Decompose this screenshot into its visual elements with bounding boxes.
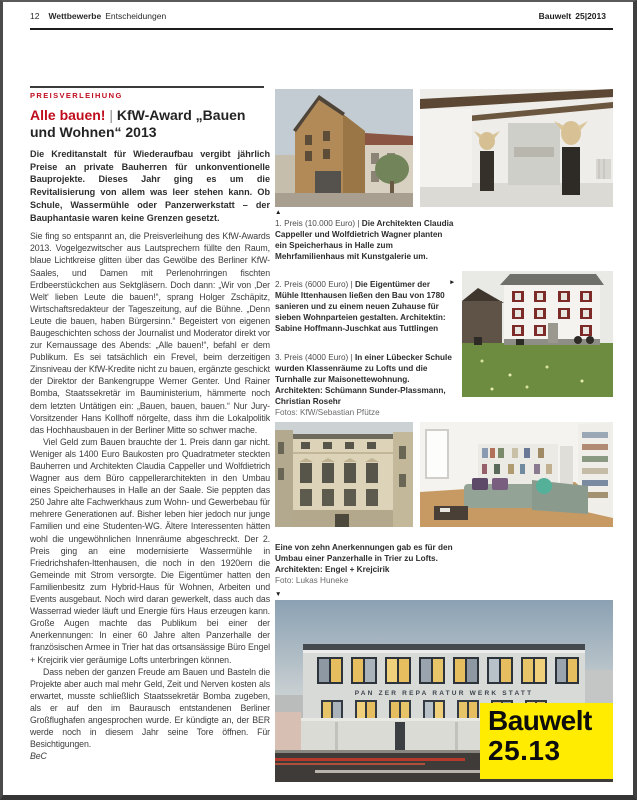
caption-1-prize: 1. Preis (10.000 Euro) <box>275 219 356 228</box>
caption-4-text: Eine von zehn Anerkennungen gab es für den Umbau einer Panzerhalle in Trier zu Lofts. Architekten: Engel + Krejcirik <box>275 543 453 574</box>
section-subtitle: Entscheidungen <box>105 11 167 21</box>
article-title-separator: | <box>105 107 117 123</box>
author-initials: BeC <box>30 751 47 762</box>
caption-3-photo-credit: Fotos: KfW/Sebastian Pfütze <box>275 408 380 417</box>
bauwelt-logo-issue: 25.13 <box>488 735 561 766</box>
header-rule <box>30 28 613 30</box>
caption-second-prize <box>275 279 455 334</box>
down-triangle-icon: ▼ <box>275 591 282 598</box>
caption-1-separator: | <box>355 219 362 228</box>
speicherhaus-illustration <box>275 89 413 207</box>
photo-loft-living-room <box>420 422 613 527</box>
caption-2-prize: 2. Preis (6000 Euro) <box>275 280 349 289</box>
caption-2-text: Die Eigentümer der Mühle Ittenhausen ließen den Bau von 1780 sanieren und zu einem neuen Zuhause für sieben Wohnparteien gestalten. Architektin: Sabine Hoffmann-Juschkat aus Tuttlingen <box>275 280 446 333</box>
section-title: Wettbewerbe <box>48 11 102 21</box>
page-number: 12 <box>30 11 40 21</box>
paragraph-2: Viel Geld zum Bauen brauchte der 1. Preis dann gar nicht. Weniger als 1400 Euro Baukosten pro Quadratmeter steckten Bauherren und Architekten Claudia Cappeller und Wolfdietrich Wagner aus dem Büro cappellerarchitekten in den Umbau eines Speicherhauses in Halle an der Saale. Sie peppten das 250 Jahre alte Fachwerkhaus zum Wohn- und Gewerbebau für mehrere Generationen auf. Bisher leben hier jedoch nur junge Familien und eine Studenten-WG. Ältere Interessenten hätten wohl die ungewöhnlichen Innenräume abgeschreckt. Der 2. Preis ging an eine modernisierte Wassermühle in Friedrichshafen-Ittenhausen, die noch in den 1920ern die Gemeinde mit Strom versorgte. Die Eigentümer hatten den Familienbesitz zum Hybrid-Haus für Wohnen, Arbeiten und Events ausgebaut. Noch wird daran gewerkelt, dass auch das Wasserrad wieder läuft und Energie fürs Haus erzeugen kann. Große Augen machte das Publikum bei einer der Anerkennungen: In einer 60 Jahre alten Panzerhalle der französischen Armee in Trier hat das ortsansässige Büro Engel + Krejcirik vier geräumige Lofts unterbringen können. <box>30 436 270 665</box>
bauwelt-logo <box>480 703 613 779</box>
header-left <box>30 11 166 21</box>
luebeck-school-illustration <box>275 422 413 527</box>
caption-1-text: Die Architekten Claudia Cappeller und Wolfdietrich Wagner planten ein Speicherhaus in Halle zum Mehrfamilienhaus mit Kunstgalerie um. <box>275 219 454 261</box>
article-title-rest: KfW-Award „Bauen und Wohnen“ 2013 <box>30 107 246 140</box>
photo-gallery-interior <box>420 89 613 207</box>
article-title-red: Alle bauen! <box>30 107 106 123</box>
magazine-name: Bauwelt <box>538 11 572 21</box>
article-body <box>30 230 270 762</box>
header-right <box>539 11 606 21</box>
gallery-illustration <box>420 89 613 207</box>
caption-2-separator: | <box>348 280 355 289</box>
caption-third-prize <box>275 352 455 432</box>
caption-first-prize <box>275 218 455 262</box>
photo-speicherhaus-exterior <box>275 89 413 207</box>
kicker-rule <box>30 86 264 88</box>
photo-muehle-ittenhausen <box>462 271 613 397</box>
caption-3-text: In einer Lübecker Schule wurden Klassenräume zu Lofts und die Turnhalle zur Maisonettewohnung. Architekten: Schümann Sunder-Plassmann, Christian Rosehr <box>275 353 452 406</box>
caption-anerkennung <box>275 542 455 600</box>
article-lead: Die Kreditanstalt für Wiederaufbau vergibt jährlich Preise an private Bauherren für unkonventionelle Bauprojekte. Dieses Jahr ging es um die Revitalisierung von allem was leer stehen kann. Ob Schule, Wassermühle oder Panzerwerkstatt – der Bauphantasie waren keine Grenzen gesetzt. <box>30 149 270 223</box>
panzerhalle-facade-lettering: PAN ZER REPA RATUR WERK STATT <box>354 690 534 697</box>
caption-3-prize: 3. Preis (4000 Euro) <box>275 353 349 362</box>
bauwelt-logo-name: Bauwelt <box>488 705 592 736</box>
caption-4-photo-credit: Foto: Lukas Huneke <box>275 576 349 585</box>
article-title <box>30 107 270 140</box>
paragraph-1: Sie fing so entspannt an, die Preisverleihung des KfW-Awards 2013. Vogelgezwitscher aus Lautsprechern füllte den Raum, blaue Lichtkreise glitten über das Gewölbe des Berliner KfW-Saales, und Damen mit Perlenohrringen fischten Erdbeerstückchen aus Sektgläsern. Doch dann: „Wir von ‚Der Welt‘ lieben Leute die bauen!“, sprang Holger Zschäpitz, Wirtschaftsredakteur der Tageszeitung, auf die Bühne. „Denn Leute die bauen, haben Bürgersinn.“ Begeistert von eigenen Baugeschichten schoss der Journalist und Moderator direkt vor zur Kernaussage des Abends: „Alle bauen!“, befahl er dem Publikum. Es sei tatsächlich ein Frevel, beim derzeitigen Zinsniveau der KfW-Kredite nicht zu bauen, ergänzte geschickt der Direktor der Bankengruppe Werner Genter. Und Rainer Bomba, Staatssekretär im Bauministerium, hämmerte noch dem letzten Untätigen ein: „Bauen, bauen, bauen.“ Nur Jury-Vorsitzender Hans Kollhoff nörgelte, dass ihm die Lokalpolitik das Hochhausbauen in der Berliner Mitte so schwer mache. <box>30 231 270 435</box>
paragraph-3: Dass neben der ganzen Freude am Bauen und Basteln die Projekte aber auch mal mehr Geld, Zeit und Nerven kosten als erwartet, musste schließlich Staatssekretär Bomba zugeben, als er auf den im Baurausch entstandenen Berliner Großflughafen angesprochen wurde. Er kündigte an, der BER werde noch in diesem Jahr seine Tore öffnen. Für Besichtigungen. <box>30 666 270 750</box>
photo-luebeck-school <box>275 422 413 527</box>
article-column <box>30 86 270 762</box>
magazine-issue: 25|2013 <box>575 11 606 21</box>
up-triangle-icon: ▲ <box>275 209 282 216</box>
right-triangle-icon: ► <box>449 279 456 286</box>
living-room-illustration <box>420 422 613 527</box>
muehle-illustration <box>462 271 613 397</box>
article-kicker: PREISVERLEIHUNG <box>30 91 123 100</box>
caption-3-separator: | <box>348 353 355 362</box>
